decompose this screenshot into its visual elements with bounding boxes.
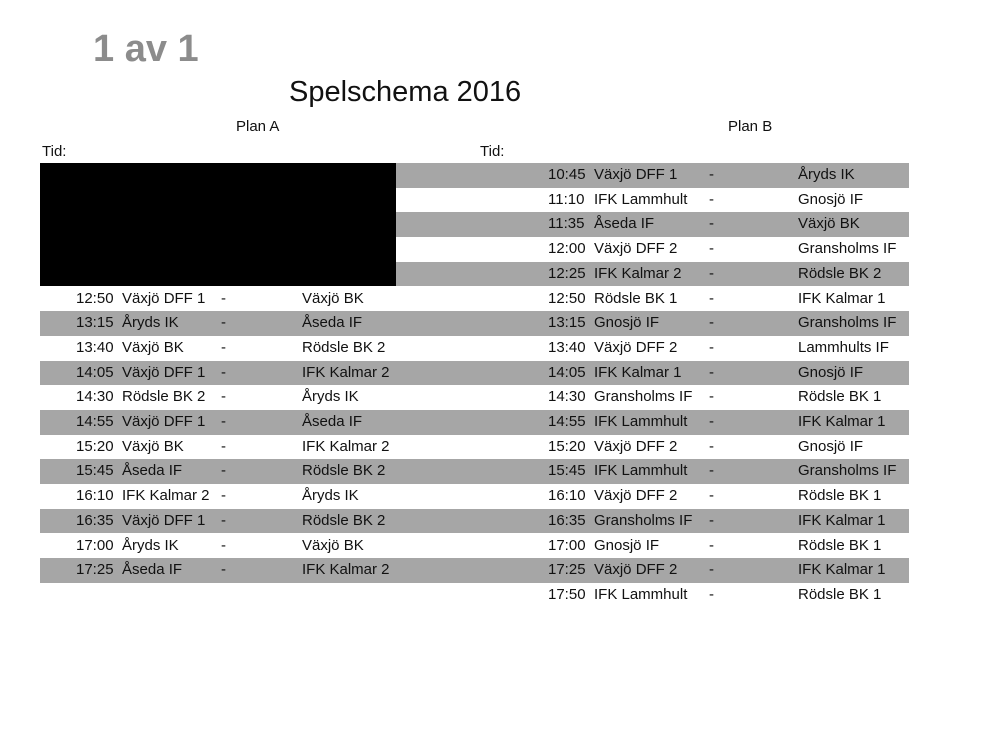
match-home: Åryds IK [122, 314, 179, 332]
match-separator: - [221, 338, 226, 356]
plan-a-match-row [40, 509, 396, 534]
plan-a-match-row [40, 361, 396, 386]
match-time: 10:45 [548, 166, 586, 183]
plan-a-match-row [40, 534, 396, 559]
match-home: IFK Lammhult [594, 190, 688, 208]
match-separator: - [709, 511, 714, 529]
plan-a-match-row [40, 558, 396, 583]
match-home: Växjö DFF 2 [594, 561, 678, 579]
page-title: Spelschema 2016 [289, 76, 522, 108]
plan-b-match-row [40, 583, 909, 608]
match-separator: - [709, 437, 714, 455]
match-separator: - [709, 264, 714, 282]
match-separator: - [221, 314, 226, 332]
plan-a-tid-label: Tid: [42, 143, 67, 160]
plan-b-heading: Plan B [728, 118, 773, 135]
match-separator: - [221, 363, 226, 381]
match-home: Växjö DFF 2 [594, 338, 678, 356]
match-separator: - [221, 462, 226, 480]
match-time: 14:05 [76, 363, 114, 381]
match-separator: - [709, 561, 714, 579]
match-home: Åseda IF [594, 215, 655, 233]
match-home: IFK Kalmar 2 [122, 487, 210, 505]
match-separator: - [709, 215, 714, 233]
match-home: Åseda IF [122, 462, 183, 480]
match-time: 15:45 [76, 462, 114, 480]
match-time: 16:35 [548, 511, 586, 529]
plan-a-match-row [40, 385, 396, 410]
match-separator: - [709, 338, 714, 356]
match-away: Gransholms IF [798, 314, 897, 332]
match-time: 14:30 [76, 388, 114, 406]
match-home: Växjö DFF 1 [594, 166, 678, 183]
match-separator: - [709, 240, 714, 258]
match-separator: - [709, 388, 714, 406]
match-time: 12:00 [548, 240, 586, 258]
match-separator: - [221, 388, 226, 406]
match-separator: - [221, 536, 226, 554]
match-home: Gransholms IF [594, 388, 693, 406]
redaction-block [40, 163, 396, 286]
plan-a-heading: Plan A [236, 118, 280, 135]
match-away: IFK Kalmar 1 [798, 511, 886, 529]
match-away: Rödsle BK 1 [798, 536, 882, 554]
match-away: Åseda IF [302, 314, 363, 332]
match-away: IFK Kalmar 2 [302, 363, 390, 381]
plan-a-match-row [40, 459, 396, 484]
match-home: Växjö DFF 2 [594, 487, 678, 505]
match-home: IFK Lammhult [594, 413, 688, 430]
match-away: Rödsle BK 2 [302, 338, 386, 356]
match-away: Åryds IK [302, 388, 359, 406]
match-away: Växjö BK [798, 215, 860, 233]
match-home: Rödsle BK 1 [594, 289, 678, 307]
match-time: 12:50 [76, 289, 114, 307]
match-away: Rödsle BK 2 [302, 511, 386, 529]
page-number-label: 1 av 1 [93, 28, 199, 70]
match-away: IFK Kalmar 1 [798, 289, 886, 307]
match-away: Rödsle BK 2 [798, 264, 882, 282]
match-home: IFK Kalmar 1 [594, 363, 682, 381]
match-time: 16:10 [548, 487, 586, 505]
match-away: IFK Kalmar 2 [302, 561, 390, 579]
match-time: 15:20 [548, 437, 586, 455]
match-home: Växjö BK [122, 338, 184, 356]
match-away: Åseda IF [302, 413, 363, 430]
match-home: IFK Lammhult [594, 462, 688, 480]
plan-a-match-row [40, 410, 396, 435]
match-separator: - [709, 487, 714, 505]
match-separator: - [221, 561, 226, 579]
match-separator: - [709, 536, 714, 554]
match-time: 14:05 [548, 363, 586, 381]
match-home: Växjö DFF 1 [122, 413, 206, 430]
match-time: 13:40 [76, 338, 114, 356]
match-separator: - [221, 413, 226, 430]
match-away: Gnosjö IF [798, 363, 864, 381]
match-time: 13:15 [548, 314, 586, 332]
match-home: IFK Lammhult [594, 585, 688, 603]
match-home: Gransholms IF [594, 511, 693, 529]
match-time: 12:25 [548, 264, 586, 282]
match-home: Gnosjö IF [594, 314, 660, 332]
match-separator: - [221, 437, 226, 455]
match-away: Gransholms IF [798, 462, 897, 480]
match-separator: - [221, 487, 226, 505]
match-time: 17:25 [548, 561, 586, 579]
plan-b-tid-label: Tid: [480, 143, 505, 160]
match-home: Växjö DFF 2 [594, 240, 678, 258]
match-separator: - [709, 363, 714, 381]
match-time: 14:30 [548, 388, 586, 406]
match-time: 16:35 [76, 511, 114, 529]
match-separator: - [709, 289, 714, 307]
match-home: Växjö DFF 1 [122, 363, 206, 381]
match-away: Rödsle BK 1 [798, 388, 882, 406]
match-time: 11:10 [548, 190, 585, 208]
match-away: Gnosjö IF [798, 437, 864, 455]
match-away: Åryds IK [798, 166, 855, 183]
match-time: 16:10 [76, 487, 114, 505]
match-separator: - [221, 511, 226, 529]
match-away: IFK Kalmar 2 [302, 437, 390, 455]
match-away: Rödsle BK 2 [302, 462, 386, 480]
plan-a-match-row [40, 484, 396, 509]
match-time: 15:45 [548, 462, 586, 480]
match-time: 17:00 [548, 536, 586, 554]
match-time: 17:25 [76, 561, 114, 579]
plan-a-match-row [40, 435, 396, 460]
match-separator: - [709, 314, 714, 332]
match-time: 12:50 [548, 289, 586, 307]
plan-a-match-row [40, 336, 396, 361]
match-away: Gnosjö IF [798, 190, 864, 208]
match-time: 14:55 [76, 413, 114, 430]
match-time: 13:15 [76, 314, 114, 332]
match-home: Växjö DFF 1 [122, 289, 206, 307]
match-separator: - [221, 289, 226, 307]
match-separator: - [709, 190, 714, 208]
match-time: 13:40 [548, 338, 586, 356]
match-separator: - [709, 166, 714, 183]
match-away: Rödsle BK 1 [798, 487, 882, 505]
match-separator: - [709, 413, 714, 430]
match-away: Gransholms IF [798, 240, 897, 258]
match-home: Åseda IF [122, 561, 183, 579]
plan-a-match-row [40, 311, 396, 336]
match-home: Rödsle BK 2 [122, 388, 206, 406]
match-time: 14:55 [548, 413, 586, 430]
match-time: 11:35 [548, 215, 585, 233]
match-separator: - [709, 585, 714, 603]
match-away: Växjö BK [302, 536, 364, 554]
match-time: 17:00 [76, 536, 114, 554]
match-away: Växjö BK [302, 289, 364, 307]
match-time: 17:50 [548, 585, 586, 603]
match-home: Växjö DFF 2 [594, 437, 678, 455]
match-home: Växjö DFF 1 [122, 511, 206, 529]
match-home: IFK Kalmar 2 [594, 264, 682, 282]
plan-a-match-row [40, 287, 396, 312]
match-away: IFK Kalmar 1 [798, 413, 886, 430]
match-home: Gnosjö IF [594, 536, 660, 554]
match-time: 15:20 [76, 437, 114, 455]
match-home: Växjö BK [122, 437, 184, 455]
match-away: Lammhults IF [798, 338, 889, 356]
match-separator: - [709, 462, 714, 480]
match-away: Åryds IK [302, 487, 359, 505]
match-away: IFK Kalmar 1 [798, 561, 886, 579]
match-home: Åryds IK [122, 536, 179, 554]
match-away: Rödsle BK 1 [798, 585, 882, 603]
